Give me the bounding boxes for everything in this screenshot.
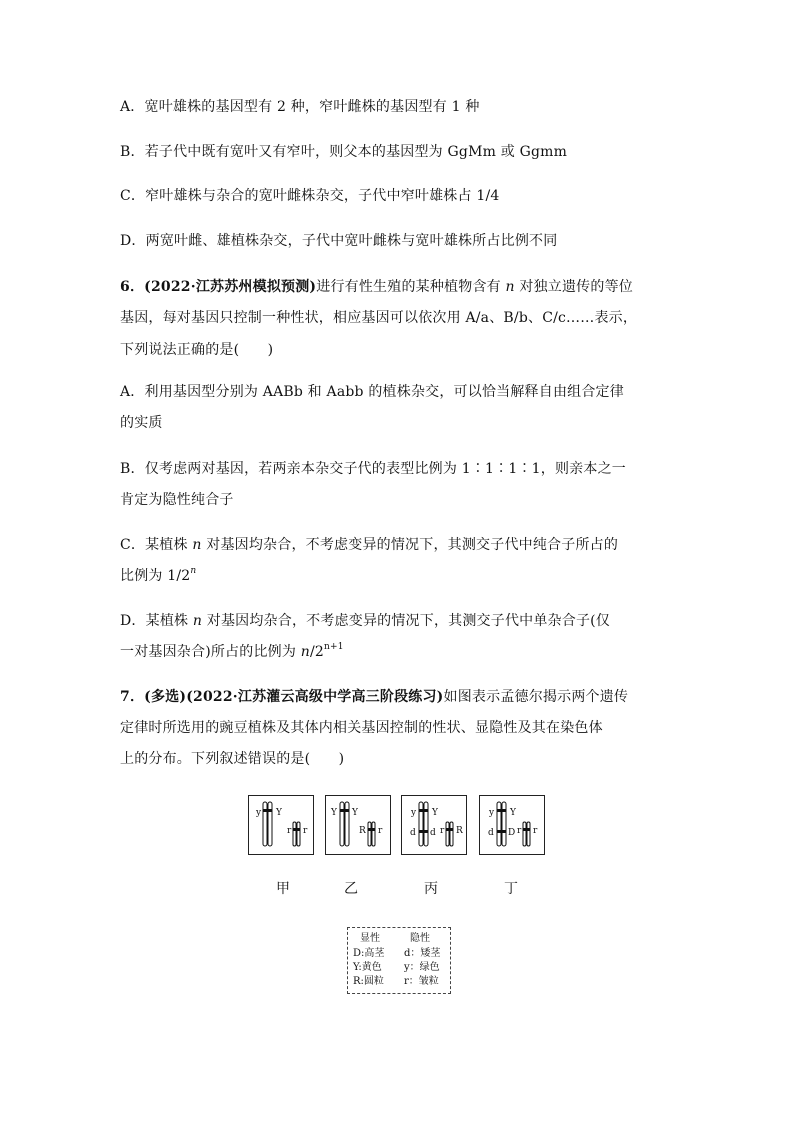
gene-label: r (440, 826, 445, 836)
q6-d-text: D．某植株 (120, 613, 193, 629)
q7-source: (2022·江苏灌云高级中学高三阶段练习) (186, 689, 444, 705)
gene-label: y (411, 808, 417, 818)
q6-stem-line2: 基因，每对基因只控制一种性状，相应基因可以依次用 A/a、B/b、C/c……表示， (120, 310, 638, 326)
gene-label: R (456, 826, 463, 836)
q7-stem-text: 如图表示孟德尔揭示两个遗传 (443, 689, 629, 705)
gene-label: d (488, 828, 494, 838)
q6-d-denom: /2 (309, 644, 324, 660)
panel-yi (325, 795, 391, 855)
q6-stem-text: 进行有性生殖的某种植物含有 (316, 279, 506, 295)
q7-stem-line1 (120, 687, 628, 707)
q7-multi: (多选) (144, 689, 187, 705)
gene-label: Y (276, 808, 282, 818)
q6-option-b-line1: B．仅考虑两对基因，若两亲本杂交子代的表型比例为 1∶1∶1∶1，则亲本之一 (120, 461, 626, 477)
q6-d-text3: 一对基因杂合)所占的比例为 (120, 644, 301, 660)
panel-ding (479, 795, 545, 855)
q6-d-text2: 对基因均杂合，不考虑变异的情况下，其测交子代中单杂合子(仅 (202, 613, 611, 629)
panel-label-jia: 甲 (276, 881, 290, 897)
chromosome-diagram-ding (480, 796, 544, 854)
q6-d-exponent: n+1 (323, 642, 344, 653)
gene-label: D (508, 828, 516, 838)
option-d-prev: D．两宽叶雌、雄植株杂交，子代中宽叶雌株与宽叶雄株所占比例不同 (120, 233, 558, 249)
q6-c-exponent: n (190, 566, 197, 577)
panel-bing (401, 795, 467, 855)
legend-recessive-header: 隐性 (410, 933, 430, 944)
q6-d-n: n (192, 613, 203, 629)
q6-c-text: C．某植株 (120, 537, 193, 553)
q6-stem-line1 (120, 277, 633, 297)
option-c-prev: C．窄叶雄株与杂合的宽叶雌株杂交，子代中窄叶雄株占 1/4 (120, 188, 500, 204)
q6-option-d-line2 (120, 642, 344, 662)
legend-dom-row: Y:黄色 (353, 962, 382, 973)
chromosome-diagram-yi (326, 796, 390, 854)
chromosome-diagram-bing (402, 796, 466, 854)
q6-c-text2: 对基因均杂合，不考虑变异的情况下，其测交子代中纯合子所占的 (201, 537, 619, 553)
q6-option-b-line2: 肯定为隐性纯合子 (120, 492, 234, 508)
legend-rec-row: d：矮茎 (404, 948, 441, 959)
trait-legend (347, 927, 451, 994)
gene-label: r (517, 826, 522, 836)
legend-dominant-header: 显性 (360, 933, 380, 944)
q6-stem-text2: 对独立遗传的等位 (514, 279, 633, 295)
option-a-prev: A．宽叶雄株的基因型有 2 种，窄叶雌株的基因型有 1 种 (120, 99, 480, 115)
gene-label: R (359, 826, 366, 836)
gene-label: y (489, 808, 495, 818)
panel-label-bing: 丙 (424, 881, 438, 897)
q7-stem-line2: 定律时所选用的豌豆植株及其体内相关基因控制的性状、显隐性及其在染色体 (120, 720, 603, 736)
gene-label: Y (331, 808, 337, 818)
q6-d-n2: n (300, 644, 310, 660)
q7-stem-line3: 上的分布。下列叙述错误的是( ) (120, 751, 345, 767)
q6-n: n (505, 279, 515, 295)
q6-source: (2022·江苏苏州模拟预测) (144, 279, 317, 295)
chromosome-diagram-jia (249, 796, 313, 854)
legend-dom-row: R:圆粒 (353, 976, 384, 987)
gene-label: r (533, 826, 538, 836)
gene-label: r (287, 826, 292, 836)
gene-label: y (256, 808, 262, 818)
gene-label: Y (432, 808, 438, 818)
legend-dom-row: D:高茎 (353, 948, 385, 959)
gene-label: d (430, 828, 436, 838)
q6-option-a-line2: 的实质 (120, 415, 163, 431)
gene-label: r (303, 826, 308, 836)
legend-rec-row: y：绿色 (404, 962, 440, 973)
gene-label: Y (510, 808, 516, 818)
q6-c-n: n (192, 537, 202, 553)
gene-label: r (378, 826, 383, 836)
gene-label: d (410, 828, 416, 838)
panel-label-yi: 乙 (344, 881, 358, 897)
q7-number: 7． (120, 689, 145, 705)
gene-label: Y (352, 808, 358, 818)
q6-option-c-line1 (120, 535, 618, 555)
q6-option-a-line1: A．利用基因型分别为 AABb 和 Aabb 的植株杂交，可以恰当解释自由组合定律 (120, 384, 624, 400)
legend-rec-row: r：皱粒 (404, 976, 439, 987)
panel-label-ding: 丁 (504, 881, 518, 897)
panel-jia (248, 795, 314, 855)
q6-option-d-line1 (120, 611, 610, 631)
q6-stem-line3: 下列说法正确的是( ) (120, 342, 274, 358)
q6-option-c-line2 (120, 566, 196, 586)
q6-c-ratio: 比例为 1/2 (120, 568, 191, 584)
option-b-prev: B．若子代中既有宽叶又有窄叶，则父本的基因型为 GgMm 或 Ggmm (120, 144, 568, 160)
q6-number: 6． (120, 279, 145, 295)
